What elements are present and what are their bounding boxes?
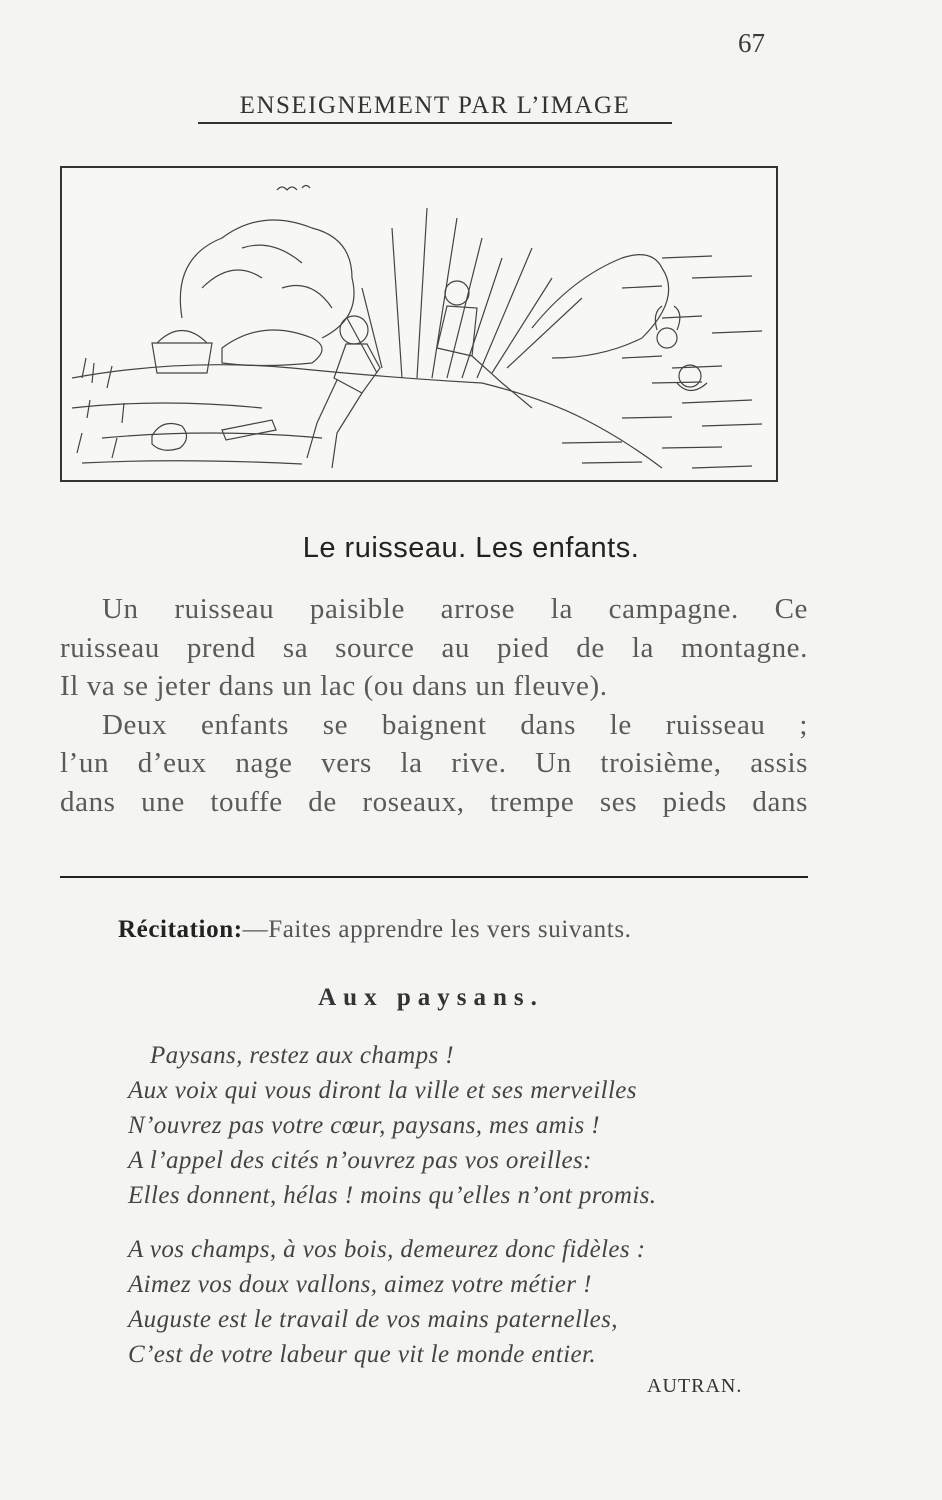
verse-line: A vos champs, à vos bois, demeurez donc fidèles :: [128, 1236, 646, 1263]
verse-line: Paysans, restez aux champs !: [150, 1042, 454, 1069]
verse-line: A l’appel des cités n’ouvrez pas vos oreilles:: [128, 1147, 592, 1174]
prose-line: dans une touffe de roseaux, trempe ses pieds dans: [60, 785, 808, 818]
recitation-instruction: [118, 916, 632, 944]
prose-line: ruisseau prend sa source au pied de la montagne.: [60, 631, 808, 664]
page-header: ENSEIGNEMENT PAR L’IMAGE: [198, 92, 672, 124]
prose-line: Un ruisseau paisible arrose la campagne. Ce: [102, 593, 808, 625]
illustration-icon: [62, 168, 776, 480]
prose-line: Deux enfants se baignent dans le ruisseau ;: [102, 708, 808, 741]
verse-line: Elles donnent, hélas ! moins qu’elles n’ont promis.: [128, 1182, 657, 1209]
recitation-label: Récitation:: [118, 916, 243, 943]
illustration: [60, 166, 778, 482]
poem-author: AUTRAN.: [647, 1375, 743, 1397]
verse-line: Aux voix qui vous diront la ville et ses merveilles: [128, 1077, 637, 1104]
prose-line: l’un d’eux nage vers la rive. Un troisième, assis: [60, 747, 808, 779]
verse-line: C’est de votre labeur que vit le monde entier.: [128, 1341, 597, 1368]
prose-paragraphs: [60, 590, 808, 821]
poem-title: Aux paysans.: [318, 984, 544, 1011]
caption: Le ruisseau. Les enfants.: [302, 532, 640, 564]
page-number: 67: [738, 28, 765, 58]
recitation-text: —Faites apprendre les vers suivants.: [242, 916, 632, 943]
poem-stanza: [128, 1038, 768, 1213]
prose-line: Il va se jeter dans un lac (ou dans un fleuve).: [60, 670, 608, 702]
verse-line: N’ouvrez pas votre cœur, paysans, mes amis !: [128, 1112, 600, 1139]
poem-stanza: [128, 1232, 768, 1372]
separator-rule: [60, 876, 808, 878]
verse-line: Aimez vos doux vallons, aimez votre métier !: [128, 1271, 592, 1298]
verse-line: Auguste est le travail de vos mains paternelles,: [128, 1306, 618, 1333]
